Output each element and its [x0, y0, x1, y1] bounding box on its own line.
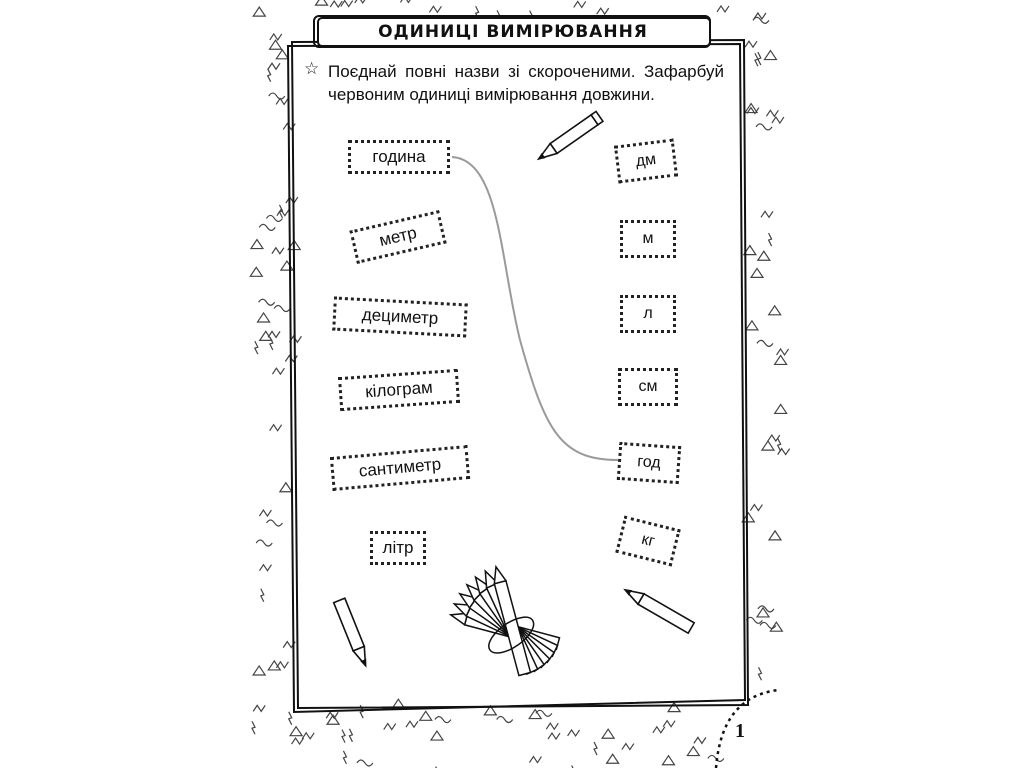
- abbr-card-hour[interactable]: год: [617, 442, 681, 484]
- doodle-mark: [290, 727, 302, 736]
- doodle-mark: [770, 622, 782, 631]
- abbr-card-l[interactable]: л: [620, 295, 676, 333]
- doodle-mark: [292, 738, 304, 744]
- doodle-mark: [757, 608, 769, 617]
- pencil-bundle-icon: [449, 565, 559, 675]
- doodle-mark: [775, 355, 787, 364]
- doodle-mark: [777, 349, 789, 355]
- doodle-mark: [574, 1, 586, 7]
- doodle-mark: [548, 733, 560, 739]
- doodle-mark: [281, 261, 293, 270]
- doodle-mark: [622, 744, 634, 750]
- doodle-mark: [342, 730, 345, 743]
- doodle-mark: [349, 729, 352, 742]
- doodle-mark: [546, 723, 558, 729]
- doodle-mark: [255, 341, 258, 354]
- doodle-mark: [268, 63, 280, 69]
- abbr-card-m[interactable]: м: [620, 220, 676, 258]
- connection-line: [452, 157, 618, 460]
- doodle-mark: [769, 233, 772, 246]
- doodle-mark: [406, 721, 418, 727]
- star-icon: ☆: [304, 59, 320, 79]
- doodle-mark: [746, 617, 762, 623]
- page-title: ОДИНИЦІ ВИМІРЮВАННЯ: [378, 22, 648, 42]
- doodle-mark: [270, 337, 273, 350]
- doodle-mark: [266, 215, 282, 221]
- doodle-mark: [272, 368, 284, 374]
- doodle-mark: [653, 727, 665, 733]
- doodle-mark: [400, 0, 412, 2]
- doodle-mark: [529, 757, 541, 763]
- doodle-mark: [431, 731, 443, 740]
- doodle-mark: [758, 251, 770, 260]
- doodle-mark: [266, 520, 282, 526]
- doodle-mark: [769, 306, 781, 315]
- abbr-card-dm[interactable]: дм: [614, 138, 678, 183]
- doodle-mark: [420, 711, 432, 720]
- word-card-hour[interactable]: година: [348, 140, 450, 174]
- doodle-mark: [256, 540, 272, 546]
- doodle-mark: [316, 0, 328, 5]
- doodle-mark: [260, 331, 272, 340]
- doodle-mark: [750, 505, 762, 511]
- doodle-mark: [663, 721, 675, 727]
- word-card-centimeter[interactable]: сантиметр: [330, 445, 470, 491]
- doodle-mark: [289, 712, 292, 725]
- doodle-mark: [766, 110, 778, 116]
- doodle-mark: [497, 716, 513, 722]
- doodle-mark: [761, 211, 773, 217]
- pencil-icon: [334, 598, 371, 667]
- doodle-mark: [429, 6, 441, 12]
- abbr-card-cm[interactable]: см: [618, 368, 678, 406]
- doodle-mark: [602, 729, 614, 738]
- doodle-mark: [269, 93, 285, 99]
- doodle-mark: [253, 705, 265, 711]
- doodle-mark: [435, 717, 451, 723]
- doodle-mark: [751, 268, 763, 277]
- doodle-mark: [259, 299, 275, 305]
- doodle-mark: [251, 240, 263, 249]
- doodle-mark: [764, 51, 776, 60]
- doodle-mark: [280, 483, 292, 492]
- doodle-mark: [772, 117, 784, 123]
- doodle-mark: [746, 321, 758, 330]
- word-card-decimeter[interactable]: дециметр: [332, 297, 468, 338]
- doodle-mark: [259, 224, 275, 230]
- doodle-mark: [758, 52, 761, 65]
- doodle-mark: [259, 510, 271, 516]
- doodle-mark: [268, 69, 271, 82]
- doodle-mark: [568, 730, 580, 736]
- doodle-mark: [668, 703, 680, 712]
- doodle-mark: [717, 6, 729, 12]
- doodle-mark: [762, 441, 774, 450]
- doodle-mark: [778, 438, 781, 451]
- doodle-mark: [250, 267, 262, 276]
- doodle-mark: [597, 8, 609, 14]
- doodle-mark: [662, 756, 674, 765]
- doodle-mark: [252, 721, 255, 734]
- doodle-mark: [759, 667, 762, 680]
- doodle-mark: [259, 565, 271, 571]
- doodle-mark: [745, 41, 757, 47]
- doodle-mark: [355, 0, 367, 3]
- instruction-text: Поєднай повні назви зі скороченими. Зафарбуй червоним одиниці вимірювання довжини.: [328, 62, 724, 104]
- doodle-mark: [272, 248, 284, 254]
- doodle-mark: [594, 742, 597, 755]
- abbr-card-kg[interactable]: кг: [615, 516, 680, 567]
- word-card-kilogram[interactable]: кілограм: [338, 369, 460, 411]
- doodle-mark: [270, 40, 282, 49]
- doodle-mark: [302, 733, 314, 739]
- doodle-mark: [384, 724, 396, 730]
- doodle-mark: [253, 666, 265, 675]
- doodle-mark: [607, 754, 619, 763]
- doodle-mark: [343, 751, 346, 764]
- doodle-mark: [279, 205, 282, 218]
- doodle-mark: [757, 340, 773, 346]
- word-card-liter[interactable]: літр: [370, 531, 426, 565]
- page-number: 1: [735, 720, 745, 742]
- doodle-mark: [286, 197, 298, 203]
- pencil-icon: [622, 585, 694, 633]
- doodle-mark: [357, 760, 373, 766]
- doodle-mark: [261, 589, 264, 602]
- doodle-mark: [694, 737, 706, 743]
- word-card-meter[interactable]: метр: [349, 210, 446, 264]
- doodle-mark: [258, 313, 270, 322]
- doodle-mark: [775, 404, 787, 413]
- doodle-mark: [756, 124, 772, 130]
- doodle-mark: [253, 7, 265, 16]
- doodle-mark: [769, 531, 781, 540]
- doodle-mark: [270, 34, 282, 40]
- doodle-mark: [274, 306, 290, 312]
- doodle-mark: [687, 747, 699, 756]
- doodle-mark: [270, 425, 282, 431]
- doodle-mark: [755, 53, 758, 66]
- doodle-mark: [276, 50, 288, 59]
- pencil-icon: [535, 111, 603, 163]
